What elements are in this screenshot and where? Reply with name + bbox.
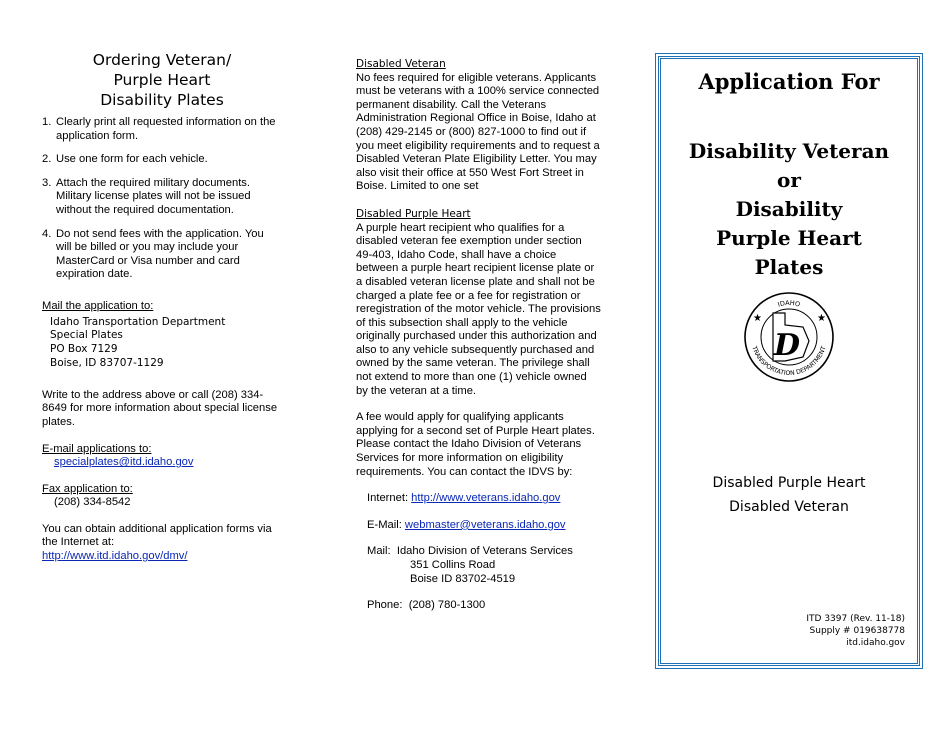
internet-label: Internet: [367,492,409,505]
supply-number: Supply # 019638778 [809,626,905,636]
form-footer [806,613,905,649]
address-line: Idaho Transportation Department [50,315,226,328]
subtitle-line: or [777,168,801,192]
disabled-veteran-text: No fees required for eligible veterans. Applicants must be veterans with a 100% service connected permanent disability. Call the Veterans Administration Regional Office in Boise, Idaho at (208) 429-2145 or (800) 827-1000 to find out if you meet eligibility requirements and to request a Disabled Veteran Plate Eligibility Letter. You may also visit their office at 550 West Fort Street in Boise. Limited to one set [356,71,600,193]
ordering-title-line: Ordering Veteran/ [92,51,232,69]
steps-list [42,116,282,282]
idvs-contact [356,492,601,613]
fax-number: (208) 334-8542 [54,496,131,509]
step-text: Clearly print all requested information on the application form. [56,116,276,142]
middle-panel [356,58,601,613]
plate-type: Disabled Purple Heart [712,475,866,491]
step-text: Do not send fees with the application. You will be billed or you may include your MasterCard or Visa number and card expiration date. [56,227,264,281]
step-item [42,228,282,282]
subtitle-line: Purple Heart [716,226,862,250]
email-heading: E-mail applications to: [42,442,152,455]
veterans-website-link[interactable]: http://www.veterans.idaho.gov [411,492,561,505]
contact-phone [367,599,601,613]
step-text: Use one form for each vehicle. [56,153,208,166]
step-number: 1. [42,116,52,128]
address-line: Special Plates [50,329,123,342]
step-item [42,177,282,218]
mail-line: 351 Collins Road [410,559,496,571]
contact-email [367,519,601,533]
email-label: E-Mail: [367,518,402,531]
step-item [42,153,282,167]
fax-heading: Fax application to: [42,482,133,495]
mailing-address [42,316,282,371]
mail-line: Idaho Division of Veterans Services [396,545,573,558]
cover-title: Application For [698,69,880,94]
plate-types [661,471,917,519]
step-text: Attach the required military documents. Military license plates will not be issued without the required documentation. [56,176,251,216]
cover-panel [658,56,920,666]
plate-type: Disabled Veteran [729,499,849,515]
form-number: ITD 3397 (Rev. 11-18) [806,614,905,624]
mail-line: Boise ID 83702-4519 [410,572,516,585]
itd-seal-icon [743,291,835,383]
seal-star-icon: ★ [817,313,826,324]
ordering-title [42,50,282,110]
forms-url-link[interactable]: http://www.itd.idaho.gov/dmv/ [42,550,188,563]
address-line: Boise, ID 83707-1129 [50,356,164,369]
disabled-veteran-heading: Disabled Veteran [356,58,446,70]
forms-info: You can obtain additional application forms via the Internet at: [42,522,272,549]
seal-bottom-text: TRANSPORTATION DEPARTMENT [750,345,828,378]
fee-info: A fee would apply for qualifying applicants applying for a second set of Purple Heart plates. Please contact the Idaho Division of Veterans Services for more information on eligibility requirements. You can contact the IDVS by: [356,411,595,478]
seal-top-text: IDAHO [776,298,801,309]
mail-label: Mail: [367,545,391,558]
ordering-title-line: Disability Plates [100,91,224,109]
disabled-purple-heart-text: A purple heart recipient who qualifies for a disabled veteran fee exemption under section 49-403, Idaho Code, shall have a choice between a purple heart recipient license plate or a disabled veteran license plate and shall not be charged a plate fee or a fee for registration or reregistration of the motor vehicle. The provisions of this subsection shall apply to the vehicle originally purchased under this authorization and also to any vehicle subsequently purchased and owned by the same veteran. The privilege shall not extend to more than one (1) vehicle owned by the veteran at a time. [356,221,601,397]
write-info: Write to the address above or call (208) 334-8649 for more information about special license plates. [42,388,278,428]
mail-heading: Mail the application to: [42,299,154,312]
contact-mail [367,545,601,586]
step-number: 4. [42,227,52,240]
subtitle-line: Plates [754,255,824,279]
website: itd.idaho.gov [846,638,905,648]
email-link[interactable]: specialplates@itd.idaho.gov [54,456,194,469]
address-line: PO Box 7129 [50,343,118,356]
contact-internet [367,492,601,506]
step-number: 2. [42,153,52,166]
seal-star-icon: ★ [753,313,762,324]
step-number: 3. [42,176,52,189]
phone-label: Phone: [367,599,403,612]
ordering-title-line: Purple Heart [113,71,211,89]
seal-letter: D [773,328,801,363]
cover-subtitle [661,137,917,282]
subtitle-line: Disability Veteran [688,139,890,163]
left-panel [42,50,282,564]
phone-number: (208) 780-1300 [408,599,486,612]
subtitle-line: Disability [735,197,843,221]
step-item [42,116,282,143]
veterans-email-link[interactable]: webmaster@veterans.idaho.gov [404,518,566,531]
disabled-purple-heart-heading: Disabled Purple Heart [356,207,471,220]
